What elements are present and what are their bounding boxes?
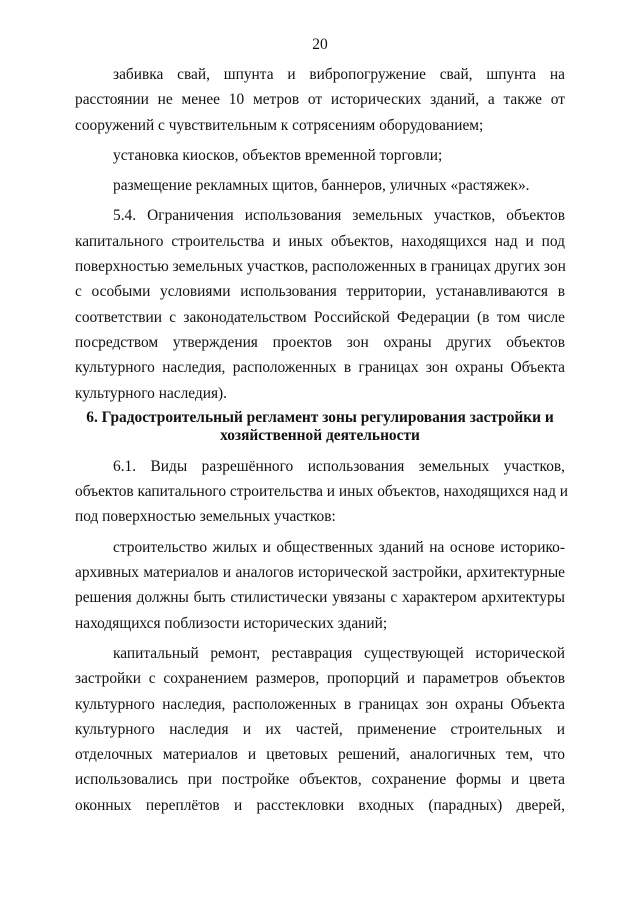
text-line: культурного наследия, расположенных в границах зон охраны Объекта — [75, 359, 565, 377]
text-line: застройки с сохранением размеров, пропорций и параметров объектов — [75, 670, 565, 688]
text-line: 6.1. Виды разрешённого использования земельных участков, — [113, 457, 565, 475]
text-line: решения должны быть стилистически увязаны с характером архитектуры — [75, 589, 565, 607]
text-line: установка киосков, объектов временной торговли; — [113, 146, 443, 164]
paragraph-construction — [75, 535, 565, 636]
text-line: сооружений с чувствительным к сотрясениям оборудованием; — [75, 116, 484, 134]
text-line: отделочных материалов и цветовых решений, аналогичных тем, что — [75, 746, 565, 764]
text-line: расстоянии не менее 10 метров от исторических зданий, а также от — [75, 91, 565, 109]
text-line: соответствии с законодательством Российской Федерации (в том числе — [75, 308, 565, 326]
text-line: культурного наследия, расположенных в границах зон охраны Объекта — [75, 695, 565, 713]
page-number: 20 — [312, 36, 328, 53]
text-line: капитальный ремонт, реставрация существующей исторической — [113, 644, 565, 662]
paragraph-5-4 — [75, 203, 565, 405]
text-line: посредством утверждения проектов зон охраны других объектов — [75, 333, 565, 351]
text-line: объектов капитального строительства и иных объектов, находящихся над и — [75, 483, 569, 501]
text-line: оконных переплётов и расстекловки входных (парадных) дверей, — [75, 796, 565, 814]
paragraph-6-1 — [75, 454, 569, 530]
document-body — [75, 62, 569, 818]
text-line: строительство жилых и общественных зданий на основе историко- — [113, 538, 565, 556]
text-line: размещение рекламных щитов, баннеров, уличных «растяжек». — [113, 177, 530, 195]
text-line: забивка свай, шпунта и вибропогружение свай, шпунта на — [113, 66, 565, 83]
text-line: использовались при постройке объектов, сохранение формы и цвета — [75, 771, 565, 789]
text-line: 5.4. Ограничения использования земельных участков, объектов — [113, 207, 565, 225]
paragraph-pile-driving — [75, 62, 565, 138]
paragraph-billboards — [75, 173, 565, 198]
text-line: архивных материалов и аналогов исторической застройки, архитектурные — [75, 564, 565, 582]
text-line: с особыми условиями использования территории, устанавливаются в — [75, 283, 565, 301]
paragraph-kiosks — [75, 143, 565, 168]
text-line: капитального строительства и иных объектов, находящихся над и под — [75, 232, 565, 250]
text-line: под поверхностью земельных участков: — [75, 508, 336, 526]
section-heading — [75, 409, 565, 445]
text-line: культурного наследия). — [75, 384, 228, 402]
paragraph-repair — [75, 641, 565, 818]
text-line: поверхностью земельных участков, расположенных в границах других зон — [75, 258, 566, 276]
heading-line: хозяйственной деятельности — [220, 426, 420, 444]
text-line: культурного наследия и их частей, применение строительных и — [75, 720, 565, 738]
heading-line: 6. Градостроительный регламент зоны регулирования застройки и — [86, 408, 554, 426]
text-line: находящихся поблизости исторических зданий; — [75, 614, 388, 632]
